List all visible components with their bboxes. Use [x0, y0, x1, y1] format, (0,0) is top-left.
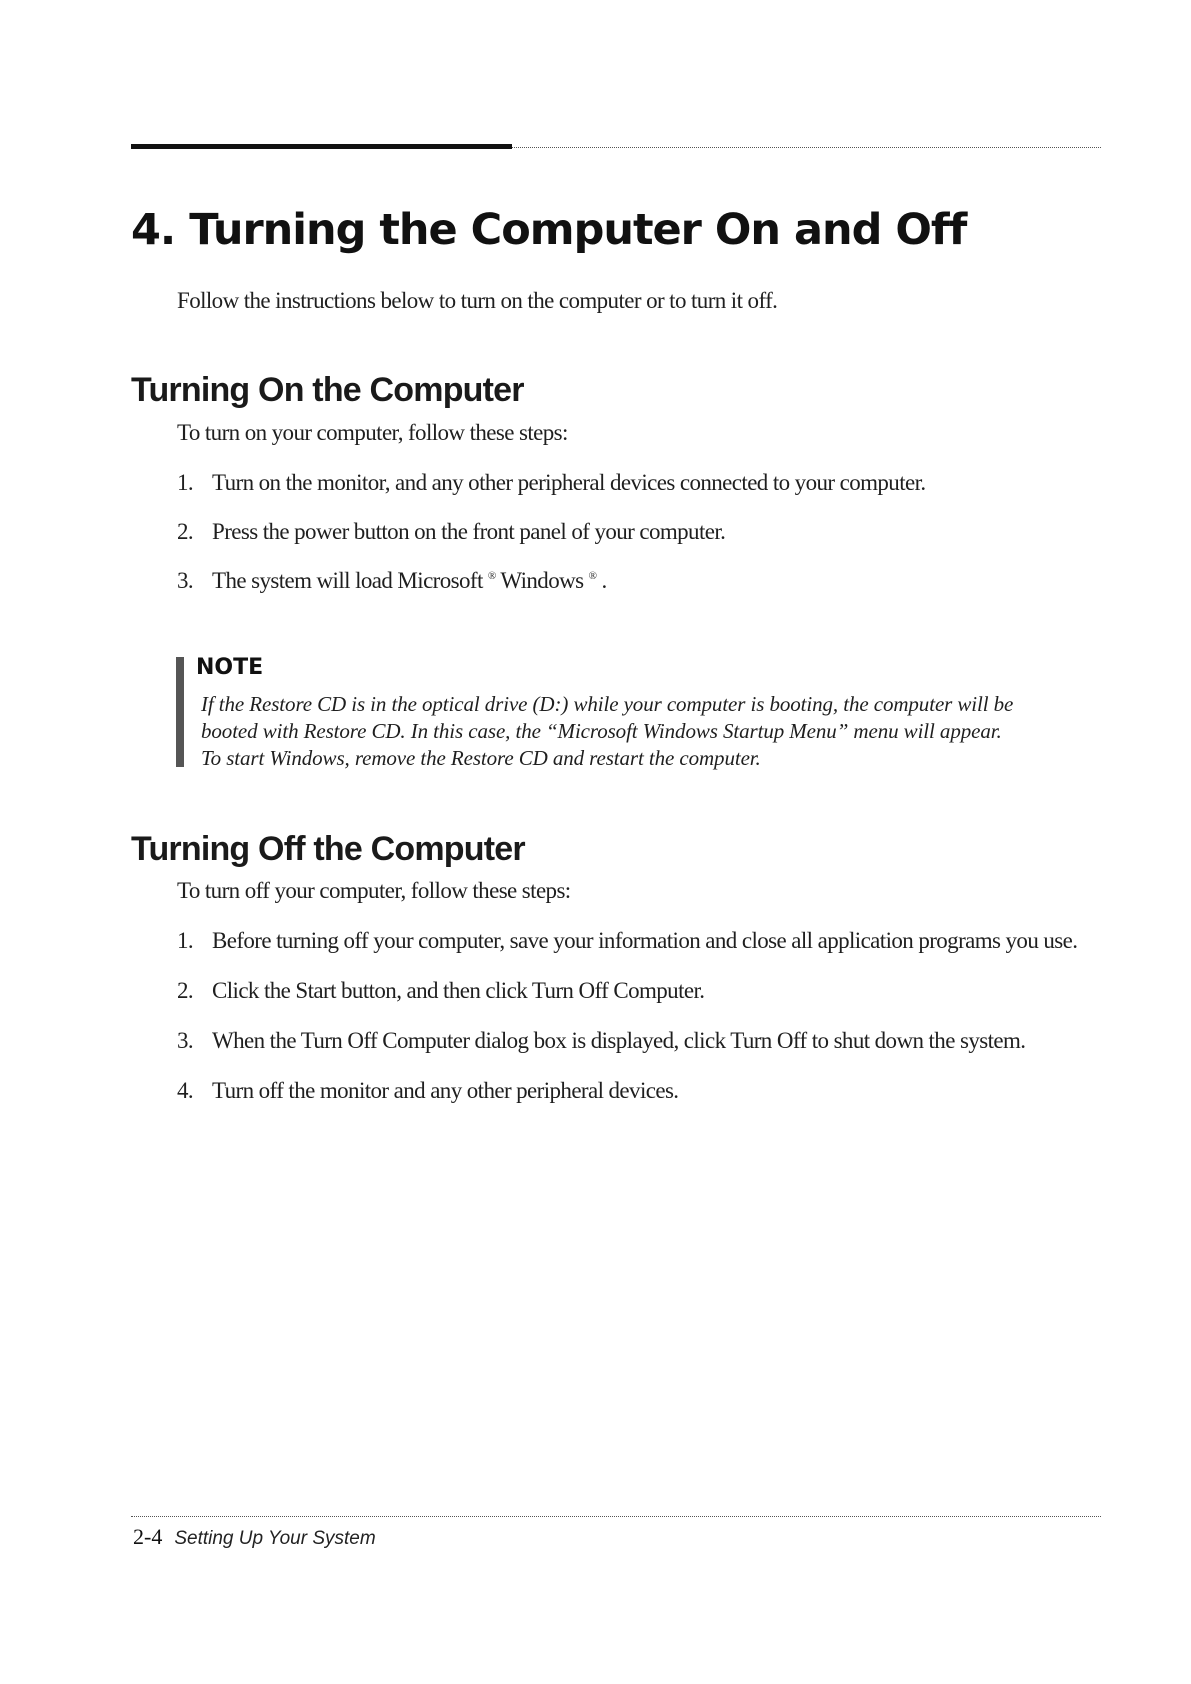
- registered-mark: ®: [487, 570, 496, 582]
- turning-off-step-1: [177, 928, 1077, 954]
- page-title: 4. Turning the Computer On and Off: [131, 205, 967, 255]
- turning-on-step-2: [177, 519, 725, 545]
- step-text: .: [601, 568, 607, 593]
- step-text: The system will load Microsoft: [212, 568, 483, 593]
- step-number: 2.: [177, 519, 194, 544]
- step-number: 1.: [177, 928, 194, 953]
- note-line-1: If the Restore CD is in the optical drive (D:) while your computer is booting, the computer will be: [201, 692, 1014, 716]
- running-title: Setting Up Your System: [174, 1528, 376, 1549]
- intro-paragraph: Follow the instructions below to turn on the computer or to turn it off.: [177, 288, 778, 313]
- note-line-3: To start Windows, remove the Restore CD and restart the computer.: [201, 746, 761, 770]
- step-text: When the Turn Off Computer dialog box is displayed, click Turn Off to shut down the system.: [212, 1028, 1026, 1053]
- heading-turning-off: Turning Off the Computer: [131, 830, 525, 868]
- step-text: Press the power button on the front panel of your computer.: [212, 519, 726, 544]
- header-rule-thick: [131, 144, 512, 149]
- step-number: 3.: [177, 1028, 194, 1053]
- heading-turning-on: Turning On the Computer: [131, 371, 524, 409]
- turning-on-step-3: [177, 568, 607, 594]
- note-side-bar: [176, 657, 184, 767]
- turning-off-lead: To turn off your computer, follow these steps:: [177, 878, 571, 903]
- step-text: Turn on the monitor, and any other peripheral devices connected to your computer.: [212, 470, 926, 495]
- step-text: Click the Start button, and then click Turn Off Computer.: [212, 978, 705, 1003]
- turning-on-step-1: [177, 470, 926, 496]
- turning-off-step-2: [177, 978, 704, 1004]
- footer-rule: [131, 1516, 1101, 1517]
- step-number: 2.: [177, 978, 194, 1003]
- step-number: 4.: [177, 1078, 194, 1103]
- registered-mark: ®: [588, 570, 597, 582]
- turning-on-lead: To turn on your computer, follow these steps:: [177, 420, 568, 445]
- step-text: Before turning off your computer, save your information and close all application programs you use.: [212, 928, 1078, 953]
- step-number: 3.: [177, 568, 194, 593]
- turning-off-step-4: [177, 1078, 678, 1104]
- note-label: NOTE: [196, 655, 264, 680]
- header-rule-dotted: [512, 147, 1101, 148]
- footer: [133, 1524, 376, 1550]
- page-number: 2-4: [133, 1524, 163, 1549]
- header-rule: [131, 144, 1101, 150]
- step-text: Turn off the monitor and any other peripheral devices.: [212, 1078, 679, 1103]
- note-box: [176, 655, 1096, 770]
- step-number: 1.: [177, 470, 194, 495]
- note-line-2: booted with Restore CD. In this case, the “Microsoft Windows Startup Menu” menu will appear.: [201, 719, 1002, 743]
- step-text: Windows: [500, 568, 584, 593]
- turning-off-step-3: [177, 1028, 1025, 1054]
